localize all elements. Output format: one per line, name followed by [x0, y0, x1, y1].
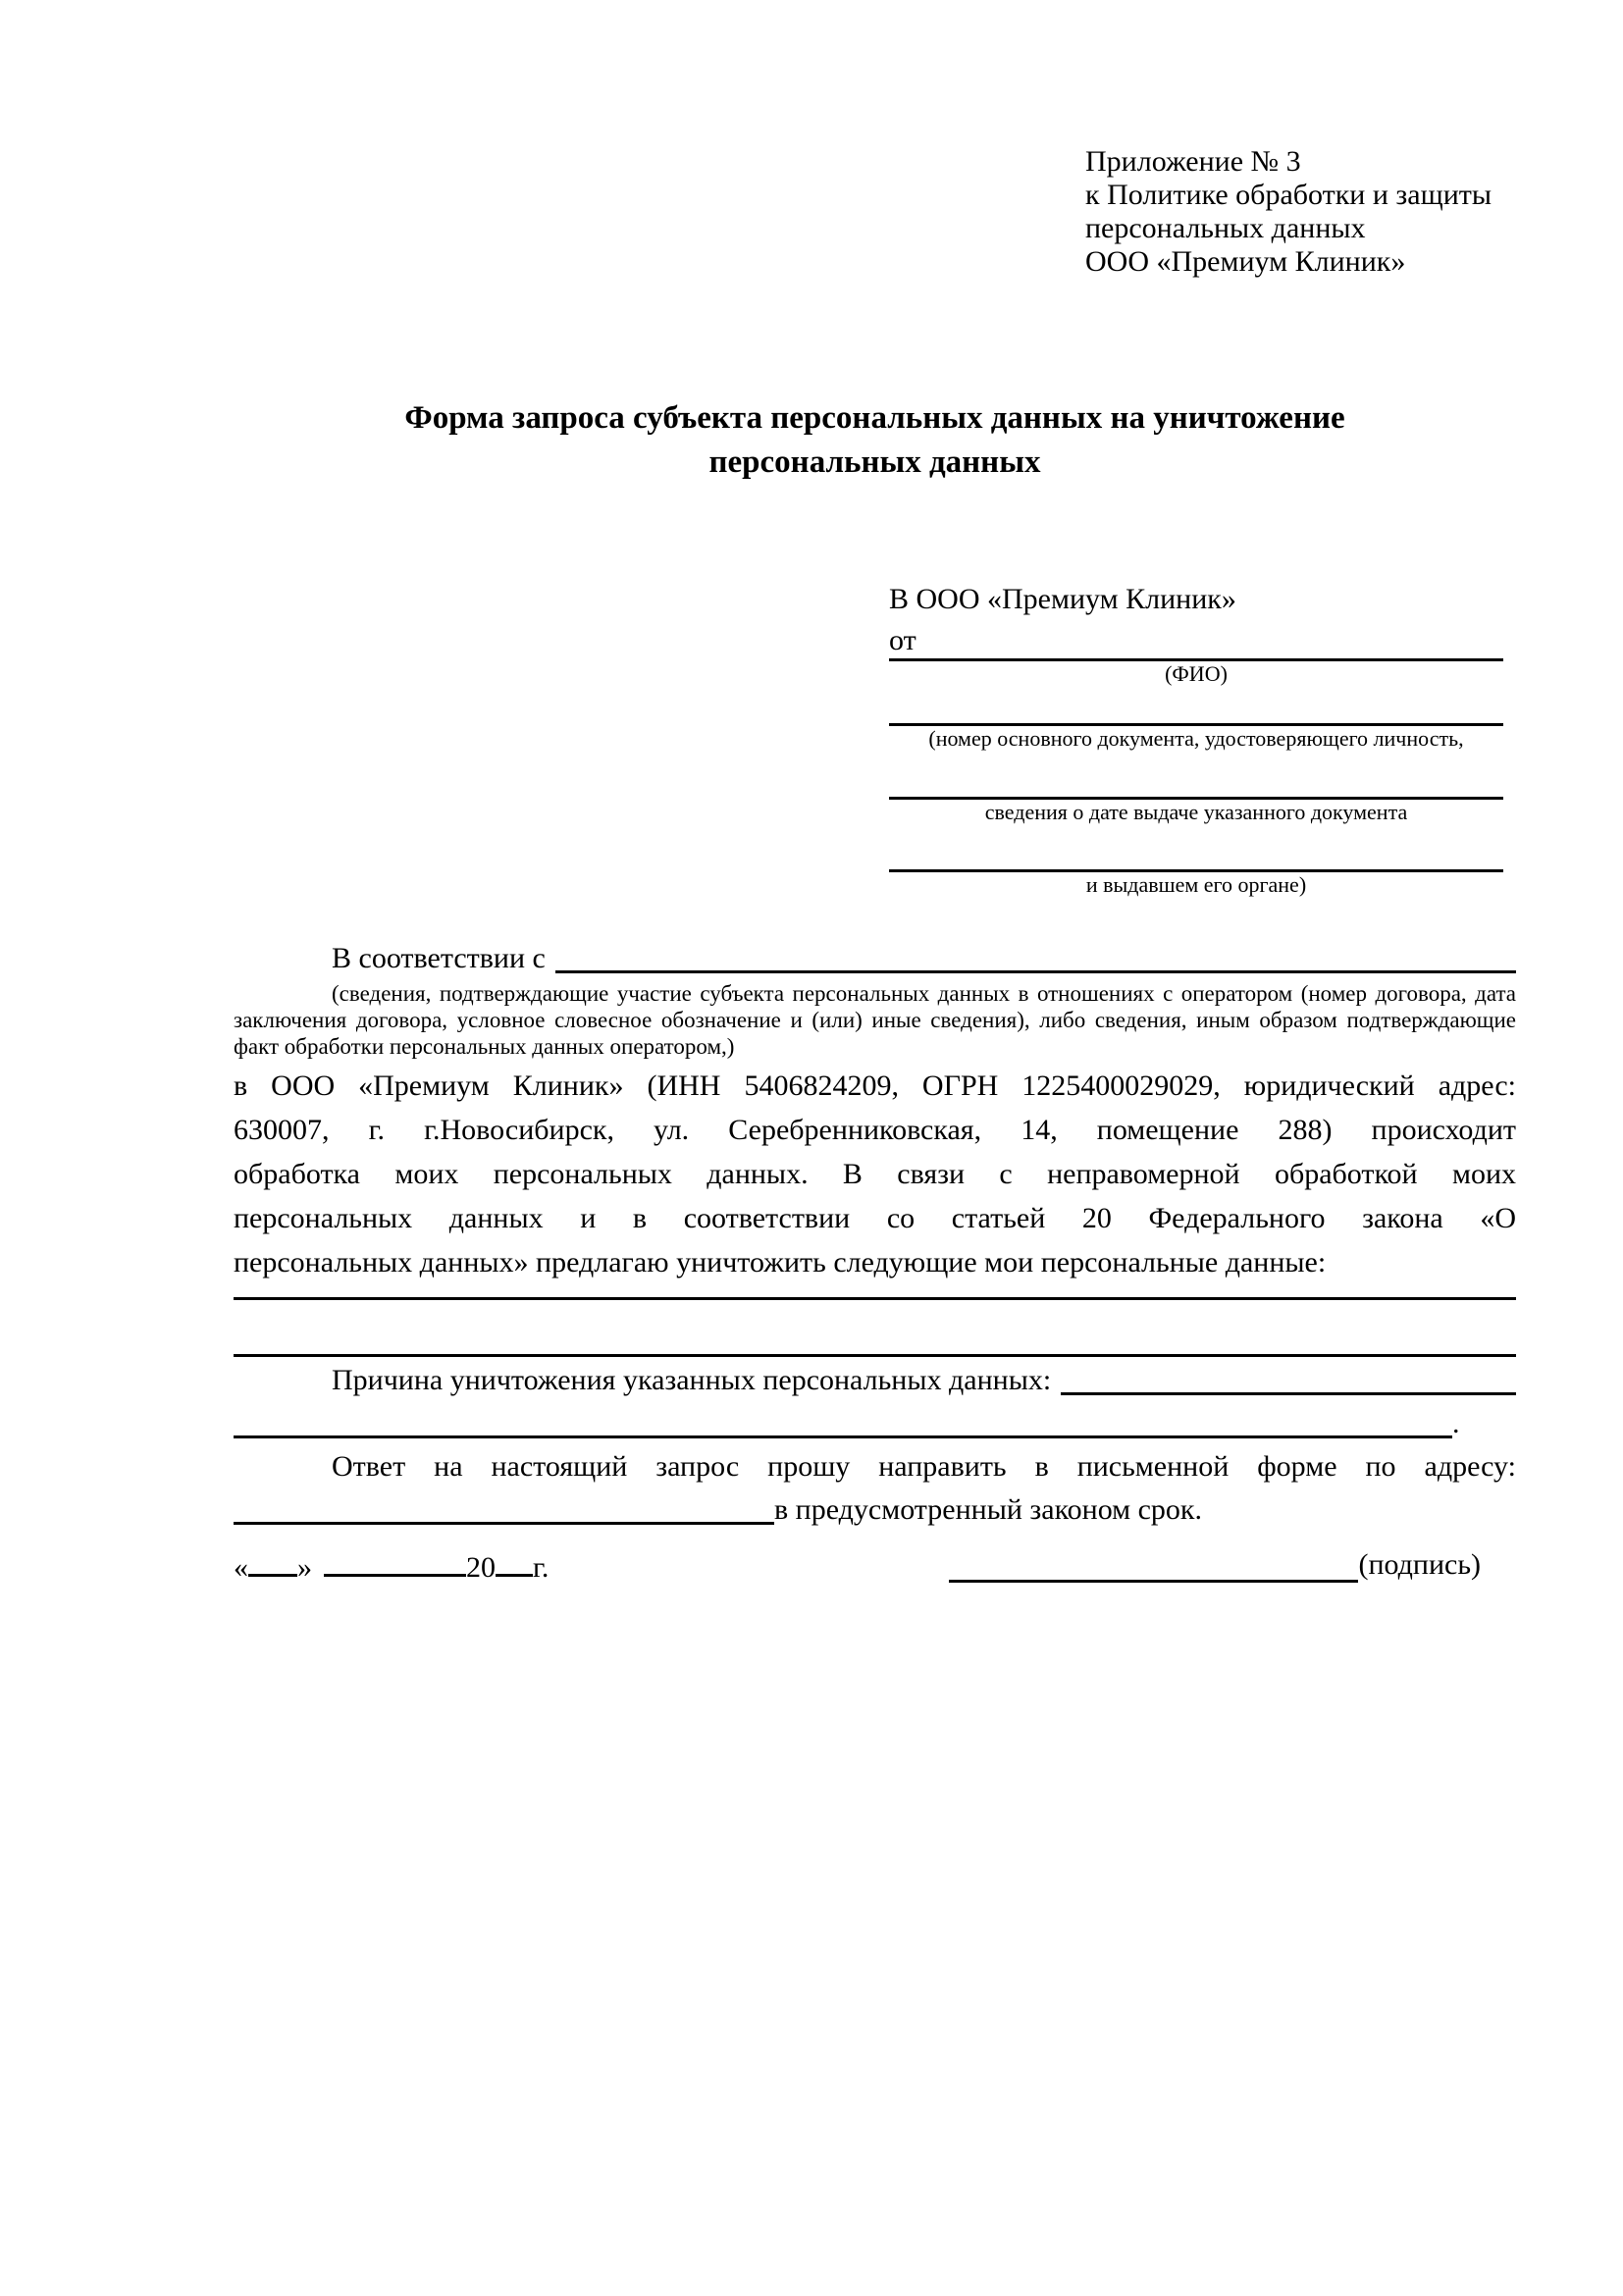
reason-label: Причина уничтожения указанных персональных данных: [332, 1364, 1052, 1396]
paragraph-line: персональных данных и в соответствии со статьей 20 Федерального закона «О [234, 1202, 1516, 1234]
document-number-blank-line [889, 687, 1503, 726]
issue-date-blank-line [889, 752, 1503, 800]
reason-row [234, 1359, 1516, 1402]
issuing-authority-blank-line [889, 825, 1503, 872]
accordance-label: В соответствии с [332, 942, 546, 974]
appendix-line: Приложение № 3 [1085, 145, 1301, 178]
reason-continuation-row [234, 1402, 1516, 1445]
signature-field [949, 1543, 1481, 1590]
paragraph-line: обработка моих персональных данных. В связи с неправомерной обработкой моих [234, 1158, 1516, 1190]
century-text: 20 [466, 1551, 496, 1584]
reason-continuation-blank-line [234, 1402, 1452, 1438]
response-tail-row [234, 1488, 1516, 1532]
appendix-line: к Политике обработки и защиты [1085, 179, 1492, 211]
appendix-line: ООО «Премиум Клиник» [1085, 245, 1406, 278]
addressee-from-blank-line [889, 620, 1503, 661]
period-text: . [1452, 1407, 1460, 1439]
addressee-from-label: от [889, 624, 916, 656]
response-tail-label: в предусмотренный законом срок. [774, 1493, 1202, 1526]
paragraph-indent [234, 1359, 332, 1402]
appendix-block [1085, 145, 1516, 279]
date-field [234, 1543, 549, 1590]
appendix-line: персональных данных [1085, 212, 1366, 244]
title-line: персональных данных [708, 444, 1041, 480]
document-content [234, 0, 1516, 1590]
quote-open: « [234, 1551, 248, 1584]
field-caption-issue-date: сведения о дате выдаче указанного документа [984, 800, 1408, 824]
field-caption-document-number: (номер основного документа, удостоверяющего личность, [928, 726, 1464, 751]
addressee-to: В ООО «Премиум Клиник» [889, 583, 1236, 615]
year-blank-line [496, 1543, 533, 1577]
title-line: Форма запроса субъекта персональных данных на уничтожение [404, 400, 1345, 436]
accordance-blank-line [555, 937, 1516, 973]
day-blank-line [248, 1543, 297, 1577]
quote-close: » [297, 1551, 312, 1584]
addressee-block [889, 579, 1503, 898]
signature-caption: (подпись) [1358, 1548, 1481, 1581]
document-title [234, 396, 1516, 485]
personal-data-blank-line-1 [234, 1284, 1516, 1300]
personal-data-blank-line-2 [234, 1300, 1516, 1357]
field-caption-fio: (ФИО) [1165, 661, 1228, 686]
paragraph-line: в ООО «Премиум Клиник» (ИНН 5406824209, ОГРН 1225400029029, юридический адрес: [234, 1070, 1516, 1102]
address-blank-line [234, 1488, 774, 1525]
accordance-note: (сведения, подтверждающие участие субъекта персональных данных в отношениях с оператором (номер договора, дата заключения договора, условное словесное обозначение и (или) иные сведения), либо сведения, иным образом подтверждающие факт обработки персональных данных оператором,) [234, 981, 1516, 1059]
main-paragraph [234, 1064, 1516, 1284]
field-caption-issuing-authority: и выдавшем его органе) [1085, 872, 1307, 897]
month-blank-line [324, 1543, 466, 1577]
date-signature-row [234, 1543, 1516, 1590]
signature-blank-line [949, 1543, 1358, 1583]
paragraph-indent [234, 937, 332, 980]
response-line: Ответ на настоящий запрос прошу направить в письменной форме по адресу: [332, 1450, 1516, 1483]
reason-blank-line [1061, 1359, 1516, 1395]
paragraph-line: 630007, г. г.Новосибирск, ул. Серебренниковская, 14, помещение 288) происходит [234, 1114, 1516, 1146]
accordance-row [234, 937, 1516, 980]
paragraph-line: персональных данных» предлагаю уничтожить следующие мои персональные данные: [234, 1246, 1327, 1278]
year-suffix: г. [533, 1551, 550, 1584]
